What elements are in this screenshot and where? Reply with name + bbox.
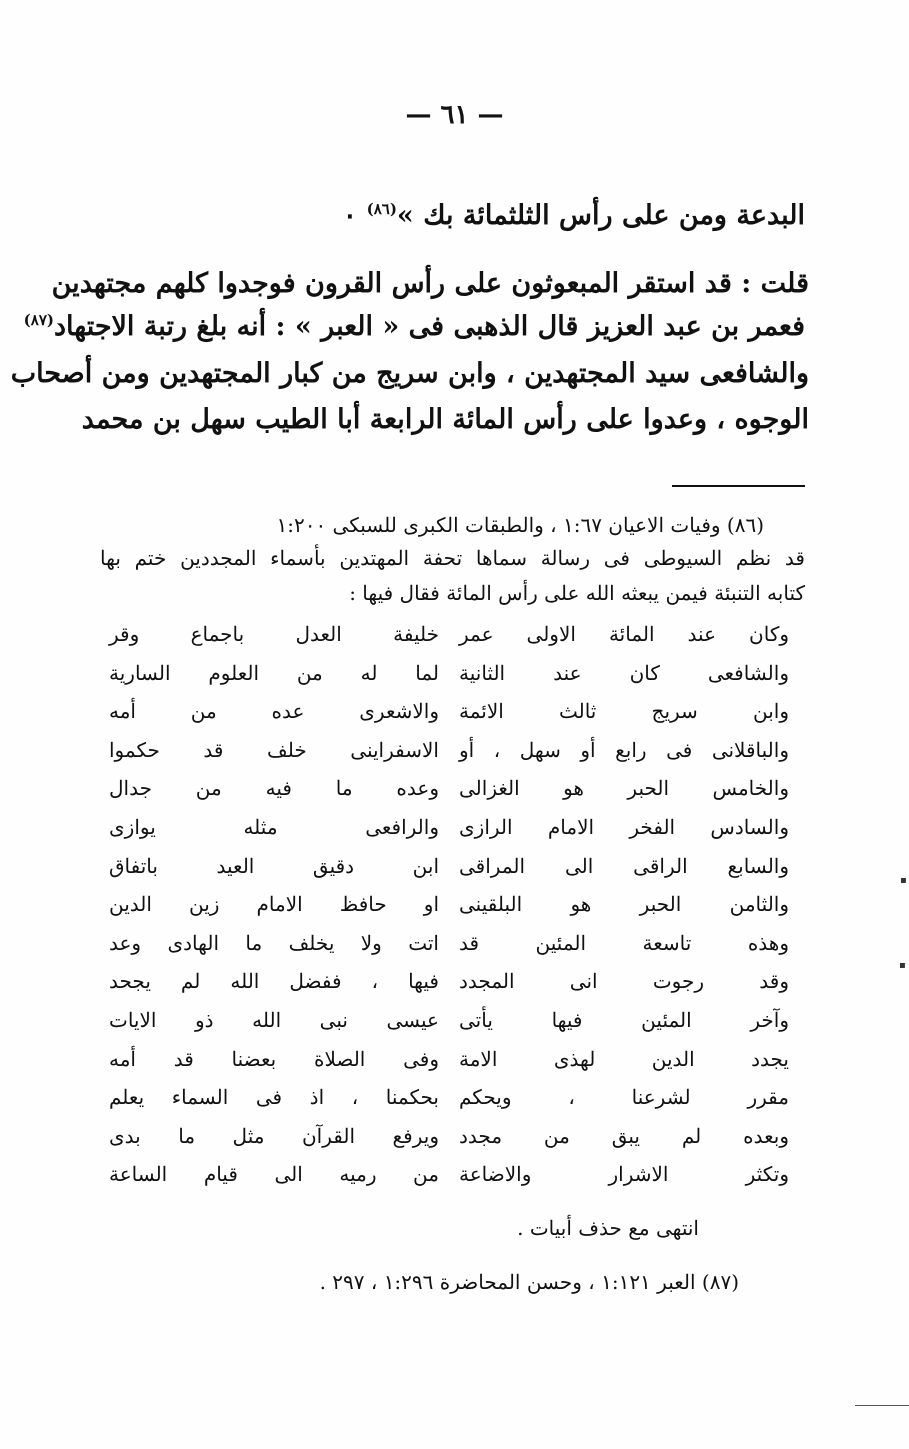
first-line-text: البدعة ومن على رأس الثلثمائة بك » (396, 200, 805, 231)
verse-first-hemistich: والباقلانى فى رابع أو سهل ، أو (459, 737, 789, 762)
verse-first-hemistich: وقد رجوت انى المجدد (459, 969, 789, 994)
verse-row (109, 622, 789, 660)
verse-second-hemistich: فيها ، ففضل الله لم يجحد (109, 969, 439, 994)
verse-row (109, 1124, 789, 1162)
margin-dot: ▪ (899, 960, 906, 971)
verse-second-hemistich: والرافعى مثله يوازى (109, 815, 439, 839)
verse-second-hemistich: عيسى نبى الله ذو الايات (109, 1008, 439, 1032)
footnote-86-line-1: قد نظم السيوطى فى رسالة سماها تحفة المهتدين بأسماء المجددين ختم بها (100, 546, 805, 570)
verse-first-hemistich: والثامن الحبر هو البلقينى (459, 892, 789, 917)
verse-row (109, 815, 789, 853)
verse-row (109, 661, 789, 699)
edge-mark (855, 1405, 909, 1406)
footnote-86-citation: (٨٦) وفيات الاعيان ١:٦٧ ، والطبقات الكبرى للسبكى ١:٢٠٠ (276, 513, 764, 537)
footnote-ref-87: (٨٧) (23, 311, 54, 329)
verse-row (109, 931, 789, 969)
verse-row (109, 1162, 789, 1200)
verse-row (109, 1047, 789, 1085)
closing-remark: انتهى مع حذف أبيات . (517, 1216, 699, 1240)
footnote-separator (672, 485, 805, 487)
page-number: — ٦١ — (405, 100, 504, 130)
main-first-line (343, 200, 805, 231)
verse-row (109, 892, 789, 930)
verse-second-hemistich: والاشعرى عده من أمه (109, 699, 439, 724)
footnote-86-line-2: كتابه التنبئة فيمن يبعثه الله على رأس المائة فقال فيها : (349, 581, 805, 605)
verse-second-hemistich: لما له من العلوم السارية (109, 660, 439, 685)
verse-first-hemistich: وكان عند المائة الاولى عمر (459, 622, 789, 646)
verse-second-hemistich: ويرفع القرآن مثل ما بدى (109, 1123, 439, 1148)
first-line-end: ٠ (342, 200, 358, 231)
verse-second-hemistich: من رميه الى قيام الساعة (109, 1162, 439, 1187)
verse-second-hemistich: الاسفراينى خلف قد حكموا (109, 737, 439, 762)
verse-second-hemistich: او حافظ الامام زين الدين (109, 892, 439, 917)
footnote-ref-86: (٨٦) (366, 200, 397, 218)
verse-first-hemistich: والسادس الفخر الامام الرازى (459, 815, 789, 839)
verse-row (109, 699, 789, 737)
paragraph-line-3: والشافعى سيد المجتهدين ، وابن سريج من كبار المجتهدين ومن أصحاب (10, 358, 809, 389)
footnote-87: (٨٧) العبر ١:١٢١ ، وحسن المحاضرة ١:٢٩٦ ، ٢٩٧ . (319, 1270, 739, 1294)
verse-first-hemistich: والخامس الحبر هو الغزالى (459, 776, 789, 801)
verse-row (109, 738, 789, 776)
verse-first-hemistich: وبعده لم يبق من مجدد (459, 1123, 789, 1148)
verse-second-hemistich: خليفة العدل باجماع وقر (109, 622, 439, 646)
verse-first-hemistich: والشافعى كان عند الثانية (459, 660, 789, 685)
paragraph-line-2 (24, 311, 805, 342)
verse-second-hemistich: بحكمنا ، اذ فى السماء يعلم (109, 1085, 439, 1110)
verse-row (109, 1008, 789, 1046)
verse-first-hemistich: وتكثر الاشرار والاضاعة (459, 1162, 789, 1187)
verse-row (109, 854, 789, 892)
verse-second-hemistich: وعده ما فيه من جدال (109, 776, 439, 801)
paragraph-line-4: الوجوه ، وعدوا على رأس المائة الرابعة أبا الطيب سهل بن محمد (81, 404, 809, 435)
verse-row (109, 1085, 789, 1123)
verse-first-hemistich: مقرر لشرعنا ، ويحكم (459, 1085, 789, 1110)
verse-second-hemistich: اتت ولا يخلف ما الهادى وعد (109, 930, 439, 955)
paragraph-line-2-text: فعمر بن عبد العزيز قال الذهبى فى « العبر » : أنه بلغ رتبة الاجتهاد (54, 311, 805, 342)
verse-first-hemistich: وابن سريج ثالث الائمة (459, 699, 789, 724)
verse-first-hemistich: يجدد الدين لهذى الامة (459, 1046, 789, 1071)
verse-row (109, 776, 789, 814)
verse-first-hemistich: وهذه تاسعة المئين قد (459, 930, 789, 955)
paragraph-line-1: قلت : قد استقر المبعوثون على رأس القرون فوجدوا كلهم مجتهدين (51, 268, 809, 299)
verse-row (109, 969, 789, 1007)
verse-first-hemistich: وآخر المئين فيها يأتى (459, 1008, 789, 1032)
verse-second-hemistich: وفى الصلاة بعضنا قد أمه (109, 1046, 439, 1071)
margin-dot: ▪ (900, 875, 907, 886)
verse-second-hemistich: ابن دقيق العيد باتفاق (109, 853, 439, 878)
verse-first-hemistich: والسابع الراقى الى المراقى (459, 853, 789, 878)
